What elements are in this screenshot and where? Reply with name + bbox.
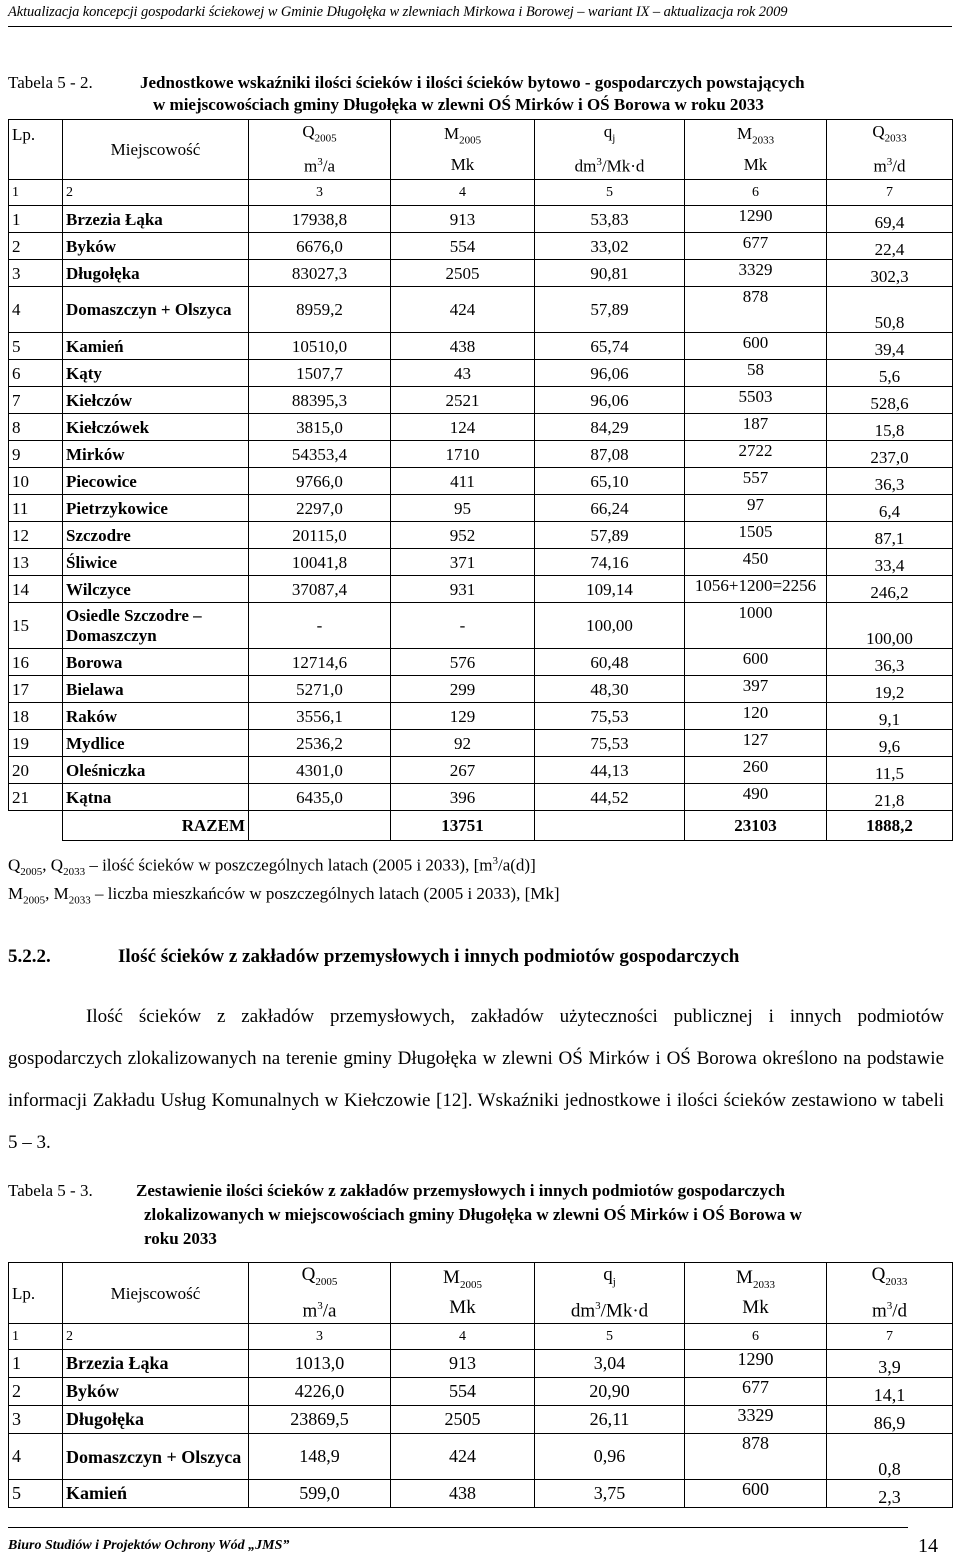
cell-name: Szczodre xyxy=(63,522,249,549)
table-row xyxy=(9,206,953,233)
table-row xyxy=(9,387,953,414)
table-row xyxy=(9,784,953,811)
cell-qj: 87,08 xyxy=(535,441,685,468)
colnum-cell: 4 xyxy=(391,1324,535,1350)
cell-m2033: 5503 xyxy=(685,387,827,414)
cell-name: Długołęka xyxy=(63,260,249,287)
table-row xyxy=(9,495,953,522)
cell-m2033: 677 xyxy=(685,1378,827,1406)
cell-qj: 109,14 xyxy=(535,576,685,603)
colnum-cell: 5 xyxy=(535,180,685,206)
head-miejscowosc: Miejscowość xyxy=(63,120,249,180)
cell-m2005: 2505 xyxy=(391,1406,535,1434)
cell-lp: 3 xyxy=(9,1406,63,1434)
cell-m2005: 2505 xyxy=(391,260,535,287)
cell-name: Raków xyxy=(63,703,249,730)
cell-name: Byków xyxy=(63,1378,249,1406)
cell-q2033: 9,6 xyxy=(827,730,953,757)
cell-name: Kiełczów xyxy=(63,387,249,414)
table-row xyxy=(9,287,953,333)
cell-q2033: 69,4 xyxy=(827,206,953,233)
cell-qj: 57,89 xyxy=(535,287,685,333)
total-m2005: 13751 xyxy=(391,811,535,841)
total-label: RAZEM xyxy=(63,811,249,841)
cell-name: Osiedle Szczodre – Domaszczyn xyxy=(63,603,249,649)
cell-m2005: 1710 xyxy=(391,441,535,468)
cell-qj: 65,74 xyxy=(535,333,685,360)
cell-q2005: 6676,0 xyxy=(249,233,391,260)
table-row xyxy=(9,549,953,576)
table-row xyxy=(9,1434,953,1480)
cell-m2005: 2521 xyxy=(391,387,535,414)
colnum-cell: 2 xyxy=(63,1324,249,1350)
cell-q2033: 100,00 xyxy=(827,603,953,649)
cell-lp: 11 xyxy=(9,495,63,522)
head-q2005: $Q_{2005}$ $m^3/a$ xyxy=(249,120,391,180)
cell-name: Brzezia Łąka xyxy=(63,1350,249,1378)
cell-m2005: 438 xyxy=(391,1480,535,1508)
cell-q2005: 2297,0 xyxy=(249,495,391,522)
table2-caption-line1: Zestawienie ilości ścieków z zakładów przemysłowych i innych podmiotów gospodarczych xyxy=(136,1181,785,1200)
cell-m2005: 92 xyxy=(391,730,535,757)
cell-m2033: 127 xyxy=(685,730,827,757)
cell-name: Kiełczówek xyxy=(63,414,249,441)
page-number: 14 xyxy=(918,1535,938,1557)
cell-q2005: 1013,0 xyxy=(249,1350,391,1378)
cell-q2033: 528,6 xyxy=(827,387,953,414)
colnum-cell: 6 xyxy=(685,180,827,206)
colnum-cell: 5 xyxy=(535,1324,685,1350)
cell-m2005: - xyxy=(391,603,535,649)
cell-qj: 90,81 xyxy=(535,260,685,287)
cell-qj: 100,00 xyxy=(535,603,685,649)
cell-q2033: 14,1 xyxy=(827,1378,953,1406)
cell-lp: 6 xyxy=(9,360,63,387)
cell-q2005: 2536,2 xyxy=(249,730,391,757)
colnum-cell: 6 xyxy=(685,1324,827,1350)
cell-m2005: 396 xyxy=(391,784,535,811)
cell-m2033: 3329 xyxy=(685,1406,827,1434)
cell-q2005: 1507,7 xyxy=(249,360,391,387)
cell-m2033: 260 xyxy=(685,757,827,784)
t2-head-m2005: $M_{2005}$ Mk xyxy=(391,1263,535,1324)
cell-name: Mirków xyxy=(63,441,249,468)
cell-m2005: 554 xyxy=(391,233,535,260)
cell-q2005: 54353,4 xyxy=(249,441,391,468)
table1 xyxy=(8,119,953,841)
total-row xyxy=(9,811,953,841)
table-row xyxy=(9,649,953,676)
cell-q2005: - xyxy=(249,603,391,649)
cell-q2033: 22,4 xyxy=(827,233,953,260)
cell-qj: 75,53 xyxy=(535,703,685,730)
cell-m2005: 371 xyxy=(391,549,535,576)
cell-m2033: 3329 xyxy=(685,260,827,287)
cell-q2033: 21,8 xyxy=(827,784,953,811)
cell-q2005: 12714,6 xyxy=(249,649,391,676)
cell-q2033: 0,8 xyxy=(827,1434,953,1480)
cell-q2033: 237,0 xyxy=(827,441,953,468)
cell-qj: 60,48 xyxy=(535,649,685,676)
cell-q2033: 87,1 xyxy=(827,522,953,549)
t2-head-lp: Lp. xyxy=(9,1263,63,1324)
cell-m2033: 120 xyxy=(685,703,827,730)
cell-qj: 57,89 xyxy=(535,522,685,549)
colnum-cell: 1 xyxy=(9,180,63,206)
section-paragraph: Ilość ścieków z zakładów przemysłowych, zakładów użyteczności publicznej i innych podmiotów gospodarczych zlokalizowanych na terenie gminy Długołęka w zlewni OŚ Mirków i OŚ Borowa określono na podstawie informacji Zakładu Usług Komunalnych w Kiełczowie [12]. Wskaźniki jednostkowe i ilości ścieków zestawiono w tabeli 5 – 3. xyxy=(8,1006,944,1153)
cell-name: Piecowice xyxy=(63,468,249,495)
table2-label: Tabela 5 - 3. xyxy=(8,1181,93,1200)
header-rule xyxy=(8,26,952,27)
cell-name: Długołęka xyxy=(63,1406,249,1434)
colnum-cell: 3 xyxy=(249,180,391,206)
table2-caption-line3: roku 2033 xyxy=(144,1229,217,1248)
cell-name: Bielawa xyxy=(63,676,249,703)
total-empty-q2005 xyxy=(249,811,391,841)
cell-qj: 3,75 xyxy=(535,1480,685,1508)
cell-q2033: 39,4 xyxy=(827,333,953,360)
cell-q2005: 23869,5 xyxy=(249,1406,391,1434)
cell-m2033: 1505 xyxy=(685,522,827,549)
cell-m2033: 490 xyxy=(685,784,827,811)
cell-name: Wilczyce xyxy=(63,576,249,603)
cell-lp: 1 xyxy=(9,206,63,233)
cell-lp: 1 xyxy=(9,1350,63,1378)
cell-name: Byków xyxy=(63,233,249,260)
cell-q2033: 36,3 xyxy=(827,649,953,676)
table-row xyxy=(9,1378,953,1406)
cell-name: Borowa xyxy=(63,649,249,676)
footer-text: Biuro Studiów i Projektów Ochrony Wód „JMS” xyxy=(8,1538,290,1553)
cell-m2033: 677 xyxy=(685,233,827,260)
cell-q2005: 10041,8 xyxy=(249,549,391,576)
table-row xyxy=(9,603,953,649)
cell-q2005: 3556,1 xyxy=(249,703,391,730)
cell-name: Kamień xyxy=(63,333,249,360)
cell-m2033: 1290 xyxy=(685,1350,827,1378)
cell-name: Domaszczyn + Olszyca xyxy=(63,1434,249,1480)
cell-m2005: 124 xyxy=(391,414,535,441)
cell-m2033: 600 xyxy=(685,333,827,360)
table1-notes xyxy=(8,850,560,911)
cell-m2005: 424 xyxy=(391,287,535,333)
cell-m2033: 450 xyxy=(685,549,827,576)
cell-q2005: 4226,0 xyxy=(249,1378,391,1406)
cell-lp: 10 xyxy=(9,468,63,495)
cell-name: Pietrzykowice xyxy=(63,495,249,522)
table-row xyxy=(9,757,953,784)
cell-name: Brzezia Łąka xyxy=(63,206,249,233)
table-row xyxy=(9,676,953,703)
cell-q2005: 8959,2 xyxy=(249,287,391,333)
cell-qj: 20,90 xyxy=(535,1378,685,1406)
cell-lp: 3 xyxy=(9,260,63,287)
cell-q2033: 19,2 xyxy=(827,676,953,703)
cell-lp: 13 xyxy=(9,549,63,576)
cell-m2033: 2722 xyxy=(685,441,827,468)
cell-m2033: 187 xyxy=(685,414,827,441)
cell-q2005: 10510,0 xyxy=(249,333,391,360)
cell-lp: 2 xyxy=(9,1378,63,1406)
cell-m2033: 878 xyxy=(685,287,827,333)
cell-q2033: 302,3 xyxy=(827,260,953,287)
cell-m2033: 557 xyxy=(685,468,827,495)
table-row xyxy=(9,468,953,495)
cell-qj: 65,10 xyxy=(535,468,685,495)
cell-q2005: 9766,0 xyxy=(249,468,391,495)
t2-head-qj: $q_j$ $dm^3/Mk\cdot d$ xyxy=(535,1263,685,1324)
table2-caption xyxy=(8,1180,952,1246)
table-row xyxy=(9,441,953,468)
colnum-row xyxy=(9,180,953,206)
cell-m2005: 554 xyxy=(391,1378,535,1406)
table-row xyxy=(9,730,953,757)
cell-lp: 7 xyxy=(9,387,63,414)
cell-q2005: 6435,0 xyxy=(249,784,391,811)
cell-qj: 44,13 xyxy=(535,757,685,784)
cell-m2005: 952 xyxy=(391,522,535,549)
head-m2005: $M_{2005}$ Mk xyxy=(391,120,535,180)
t2-head-q2005: $Q_{2005}$ $m^3/a$ xyxy=(249,1263,391,1324)
cell-m2033: 600 xyxy=(685,1480,827,1508)
cell-lp: 2 xyxy=(9,233,63,260)
cell-m2033: 397 xyxy=(685,676,827,703)
colnum-row xyxy=(9,1324,953,1350)
cell-lp: 12 xyxy=(9,522,63,549)
cell-name: Oleśniczka xyxy=(63,757,249,784)
cell-name: Kątna xyxy=(63,784,249,811)
colnum-cell: 1 xyxy=(9,1324,63,1350)
colnum-cell: 7 xyxy=(827,1324,953,1350)
cell-m2005: 424 xyxy=(391,1434,535,1480)
cell-q2005: 20115,0 xyxy=(249,522,391,549)
note-m: $M_{2005}$, $M_{2033}$ – liczba mieszkańców w poszczególnych latach (2005 i 2033), [Mk] xyxy=(8,884,560,907)
cell-m2033: 1000 xyxy=(685,603,827,649)
cell-qj: 48,30 xyxy=(535,676,685,703)
cell-lp: 18 xyxy=(9,703,63,730)
cell-name: Mydlice xyxy=(63,730,249,757)
table-row xyxy=(9,522,953,549)
cell-q2005: 148,9 xyxy=(249,1434,391,1480)
cell-q2033: 33,4 xyxy=(827,549,953,576)
table-row xyxy=(9,233,953,260)
cell-lp: 16 xyxy=(9,649,63,676)
cell-m2005: 267 xyxy=(391,757,535,784)
cell-q2005: 37087,4 xyxy=(249,576,391,603)
cell-name: Kamień xyxy=(63,1480,249,1508)
table-row xyxy=(9,1406,953,1434)
cell-lp: 15 xyxy=(9,603,63,649)
colnum-cell: 2 xyxy=(63,180,249,206)
table2 xyxy=(8,1262,953,1508)
cell-lp: 17 xyxy=(9,676,63,703)
cell-m2005: 931 xyxy=(391,576,535,603)
cell-m2033: 97 xyxy=(685,495,827,522)
cell-q2005: 599,0 xyxy=(249,1480,391,1508)
table1-caption-line2: w miejscowościach gminy Długołęka w zlewni OŚ Mirków i OŚ Borowa w roku 2033 xyxy=(153,95,764,114)
t2-head-q2033: $Q_{2033}$ $m^3/d$ xyxy=(827,1263,953,1324)
table-row xyxy=(9,333,953,360)
colnum-cell: 7 xyxy=(827,180,953,206)
table-row xyxy=(9,260,953,287)
colnum-cell: 4 xyxy=(391,180,535,206)
cell-q2033: 11,5 xyxy=(827,757,953,784)
total-empty-qj xyxy=(535,811,685,841)
cell-lp: 4 xyxy=(9,287,63,333)
cell-m2005: 129 xyxy=(391,703,535,730)
cell-m2033: 600 xyxy=(685,649,827,676)
table-row xyxy=(9,1480,953,1508)
head-m2033: $M_{2033}$ Mk xyxy=(685,120,827,180)
footer-rule xyxy=(8,1527,908,1528)
cell-q2005: 4301,0 xyxy=(249,757,391,784)
cell-qj: 3,04 xyxy=(535,1350,685,1378)
cell-qj: 75,53 xyxy=(535,730,685,757)
table1-caption xyxy=(8,72,952,116)
cell-q2005: 3815,0 xyxy=(249,414,391,441)
cell-lp: 19 xyxy=(9,730,63,757)
cell-qj: 53,83 xyxy=(535,206,685,233)
note-q: $Q_{2005}$, $Q_{2033}$ – ilość ścieków w poszczególnych latach (2005 i 2033), $[m^3/a(d)]$ xyxy=(8,855,536,879)
table-row xyxy=(9,703,953,730)
cell-m2005: 411 xyxy=(391,468,535,495)
cell-lp: 5 xyxy=(9,333,63,360)
cell-qj: 84,29 xyxy=(535,414,685,441)
colnum-cell: 3 xyxy=(249,1324,391,1350)
cell-lp: 14 xyxy=(9,576,63,603)
cell-lp: 9 xyxy=(9,441,63,468)
cell-qj: 33,02 xyxy=(535,233,685,260)
cell-m2033: 58 xyxy=(685,360,827,387)
cell-m2005: 95 xyxy=(391,495,535,522)
cell-q2033: 15,8 xyxy=(827,414,953,441)
cell-lp: 8 xyxy=(9,414,63,441)
cell-name: Kąty xyxy=(63,360,249,387)
t2-head-miejscowosc: Miejscowość xyxy=(63,1263,249,1324)
head-qj: $q_j$ $dm^3/Mk\cdot d$ xyxy=(535,120,685,180)
cell-name: Śliwice xyxy=(63,549,249,576)
total-empty xyxy=(9,811,63,841)
cell-m2033: 1290 xyxy=(685,206,827,233)
cell-m2005: 913 xyxy=(391,206,535,233)
table-row xyxy=(9,360,953,387)
table2-caption-line2: zlokalizowanych w miejscowościach gminy Długołęka w zlewni OŚ Mirków i OŚ Borowa w xyxy=(144,1205,802,1224)
cell-q2005: 88395,3 xyxy=(249,387,391,414)
cell-q2033: 2,3 xyxy=(827,1480,953,1508)
cell-lp: 4 xyxy=(9,1434,63,1480)
head-lp: Lp. xyxy=(9,120,63,180)
cell-q2033: 246,2 xyxy=(827,576,953,603)
cell-q2005: 17938,8 xyxy=(249,206,391,233)
cell-m2005: 438 xyxy=(391,333,535,360)
cell-q2033: 6,4 xyxy=(827,495,953,522)
cell-qj: 96,06 xyxy=(535,387,685,414)
table-row xyxy=(9,1350,953,1378)
table-row xyxy=(9,414,953,441)
cell-qj: 74,16 xyxy=(535,549,685,576)
cell-qj: 96,06 xyxy=(535,360,685,387)
cell-q2033: 86,9 xyxy=(827,1406,953,1434)
cell-m2033: 878 xyxy=(685,1434,827,1480)
cell-q2033: 50,8 xyxy=(827,287,953,333)
cell-q2033: 9,1 xyxy=(827,703,953,730)
section-title: Ilość ścieków z zakładów przemysłowych i innych podmiotów gospodarczych xyxy=(118,946,740,967)
head-q2033: $Q_{2033}$ $m^3/d$ xyxy=(827,120,953,180)
cell-q2033: 36,3 xyxy=(827,468,953,495)
table1-caption-line1: Jednostkowe wskaźniki ilości ścieków i ilości ścieków bytowo - gospodarczych powstających xyxy=(140,73,805,92)
table1-label: Tabela 5 - 2. xyxy=(8,73,93,92)
cell-lp: 21 xyxy=(9,784,63,811)
section-number: 5.2.2. xyxy=(8,946,51,967)
cell-q2033: 5,6 xyxy=(827,360,953,387)
cell-q2005: 83027,3 xyxy=(249,260,391,287)
cell-m2033: 1056+1200=2256 xyxy=(685,576,827,603)
cell-lp: 5 xyxy=(9,1480,63,1508)
total-q2033: 1888,2 xyxy=(827,811,953,841)
cell-m2005: 43 xyxy=(391,360,535,387)
cell-qj: 66,24 xyxy=(535,495,685,522)
table-row xyxy=(9,576,953,603)
cell-q2005: 5271,0 xyxy=(249,676,391,703)
cell-lp: 20 xyxy=(9,757,63,784)
t2-head-m2033: $M_{2033}$ Mk xyxy=(685,1263,827,1324)
cell-m2005: 576 xyxy=(391,649,535,676)
cell-qj: 44,52 xyxy=(535,784,685,811)
cell-name: Domaszczyn + Olszyca xyxy=(63,287,249,333)
cell-qj: 0,96 xyxy=(535,1434,685,1480)
running-header: Aktualizacja koncepcji gospodarki ściekowej w Gminie Długołęka w zlewniach Mirkowa i Borowej – wariant IX – aktualizacja rok 2009 xyxy=(8,4,788,20)
total-m2033: 23103 xyxy=(685,811,827,841)
cell-qj: 26,11 xyxy=(535,1406,685,1434)
cell-m2005: 913 xyxy=(391,1350,535,1378)
cell-m2005: 299 xyxy=(391,676,535,703)
cell-q2033: 3,9 xyxy=(827,1350,953,1378)
